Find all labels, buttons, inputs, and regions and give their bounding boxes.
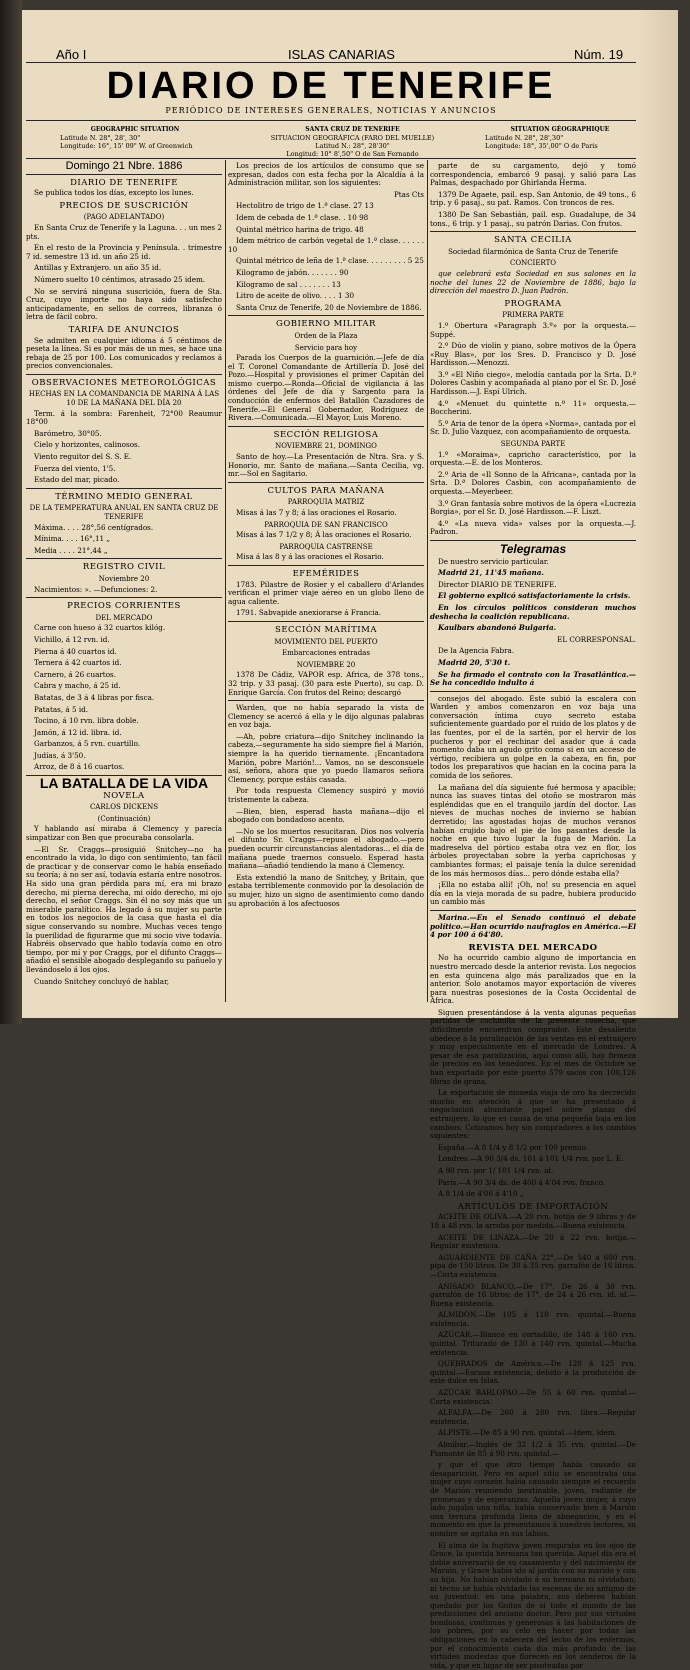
maritime-title: SECCIÓN MARÍTIMA xyxy=(275,624,377,635)
maritime-subtitle: Embarcaciones entradas xyxy=(282,649,370,658)
subscription-line: Número suelto 10 céntimos, atrasado 25 idem. xyxy=(34,274,206,284)
maritime-date: NOVIEMBRE 20 xyxy=(296,660,356,669)
price-item: Quintal métrico de leña de 1.ª clase. . . . . . . . . 5 25 xyxy=(236,256,424,266)
government-title: GOBIERNO MILITAR xyxy=(276,319,376,330)
divider xyxy=(228,482,424,483)
issue-number: Núm. 19 xyxy=(574,47,624,62)
novel-paragraph: —Ah, pobre criatura—dijo Snitchey inclinando la cabeza,—seguramente ha sido siempre fiel á Marión, siempre la ha querido tiernamente. ¡Encantadora Marión, pobre Marión!... Vamos, no se desconsuele así, señora, ahora que yo puedo llamaros señora Clemency, porque estáis casada. xyxy=(228,731,424,784)
ephemeris-title: EFEMÉRIDES xyxy=(292,568,360,579)
price-line: Carne con hueso á 32 cuartos kilóg. xyxy=(34,623,166,633)
import-item: AZÚCAR.—Blanco en cortadillo, de 148 á 160 rvn. quintal. Triturado de 130 á 140 rvn. quintal.—Mucha existencia. xyxy=(430,1330,636,1357)
religious-text: Santo de hoy.—La Presentación de Ntra. Sra. y S. Honorio, mr. Santo de mañana.—Santa Cecilia, vg. mr.—Sol en Sagitario. xyxy=(228,452,424,479)
exchange-line: París.—A 90 3/4 ds. de 400 á 4'04 rvn. franco. xyxy=(438,1177,606,1187)
novel-continuation: (Continuación) xyxy=(97,814,151,823)
telegram-line: EL CORRESPONSAL. xyxy=(557,634,636,644)
divider xyxy=(430,231,636,232)
tariff-text: Se admiten en cualquier idioma á 5 céntimos de peseta la línea. Si es por más de un mes, se hace una rebaja de 25 por 100. Los comunicados y reclamos á precios convencionales. xyxy=(26,335,222,371)
government-text: Parada los Cuerpos de la guarnición.—Jefe de día el T. Coronel Comandante de Artillería D. José del Pozo.—Hospital y provisiones el primer Capitán del mismo cuerpo.—Ronda—Oficial de vigilancia á las órdenes del Jefe de día y Sargento para la conducción de enfermos del Batallón Cazadores de Tenerife.—El General Gobernador, Rodríguez de Rivera.—Comunicada.—El Mayor, Luis Moreno. xyxy=(228,353,424,423)
program-item: 3.º «El Niño ciego», melodía cantada por la Srta. D.ª Dolores Casbin y acompañada al piano por el Sr. D. José Hardisson.—J. Espí Ulrich. xyxy=(430,369,636,397)
weather-line: Cielo y horizontes, calinosos. xyxy=(34,440,140,450)
price-item: Kilogramo de sal . . . . . . . 13 xyxy=(236,279,341,289)
price-line: Judías, á 3'50. xyxy=(34,750,86,760)
cult-text: Misas á las 7 1/2 y 8; Á las oraciones el Rosario. xyxy=(236,530,412,540)
registry-subtitle: Noviembre 20 xyxy=(98,574,150,583)
divider xyxy=(228,565,424,566)
maritime-text: 1378 De Cádiz, VAPOR esp. Africa, de 378 tons., 32 trip. y 33 pasaj. (30 para este Puerto), su cap. D. Enrique García. Con frutos del Reino; descargó xyxy=(228,670,424,697)
import-item: ALMIDÓN.—De 105 á 110 rvn. quintal.—Buena existencia. xyxy=(430,1310,636,1328)
novel-paragraph: El alma de la fugitiva joven respiraba en los ojos de Grace, la querida hermana tan querida. Aquel día era el doble aniversario de su casamiento y del nacimiento de Marión, y Grace había ido al jardín con su marido y con su hija. No habían olvidado á su hermana ni olvidaban; ni tecno se había olvidado las escenas de su antiguo de su juventud: en una palabra, sus deberes habían quedado por los Goitos de sí todo el mundo de las predicciones del anciano doctor. Pero por sus virtudes bondosas, continuas y generosas á las habitaciones de los pobres, por su celo en hacer por todas las obligaciones en la cabecera del lecho de los enfermos, por el conocimiento cada día más profundo de las virtudes modestas que florecen en los senderos de la vida, y que en lugar de ser pisoteadas por xyxy=(430,1540,636,1670)
program-item: 1.º Obertura «Paragraph 3.º» por la orquesta.—Suppé. xyxy=(430,320,636,339)
price-line: Carnero, á 26 cuartos. xyxy=(34,669,116,679)
price-line: Pierna á 40 cuartos id. xyxy=(34,646,117,656)
program-part: SEGUNDA PARTE xyxy=(500,440,566,449)
column-divider xyxy=(427,160,428,1002)
price-line: Garbanzos, á 5 rvn. cuartillo. xyxy=(34,739,141,749)
price-line: Cabra y macho, á 25 id. xyxy=(34,681,121,691)
price-item: Litro de aceite de olivo. . . . 1 30 xyxy=(236,291,355,301)
masthead-title: DIARIO DE TENERIFE xyxy=(106,65,556,107)
telegram-line: Madrid 20, 5'30 t. xyxy=(438,657,511,667)
telegram-line: Madrid 21, 11'45 mañana. xyxy=(438,568,544,578)
program-item: 2.º Aria de «Il Sonno de la Africana», cantada por la Srta. D.ª Dolores Casbin, con acompañamiento de orquesta.—Meyerbeer. xyxy=(430,469,636,496)
price-line: Batatas, de 3 á 4 libras por fisca. xyxy=(34,692,155,702)
novel-title: LA BATALLA DE LA VIDA xyxy=(39,775,209,792)
geo-center xyxy=(255,126,450,158)
import-item: ACEITE DE OLIVA.—A 20 rvn. botija de 9 libras y de 18 á 48 rvn. la arroba por medida.—Buena existencia. xyxy=(430,1212,636,1230)
telegram-line: Kaulbars abandonó Bulgaria. xyxy=(438,623,557,633)
imports-title: ARTÍCULOS DE IMPORTACIÓN xyxy=(457,1201,609,1212)
subscription-line: En Santa Cruz de Tenerife y la Laguna. . . un mes 2 pts. xyxy=(26,222,222,241)
parish-name: PARROQUIA DE SAN FRANCISCO xyxy=(264,520,388,529)
religious-title: SECCIÓN RELIGIOSA xyxy=(273,429,379,440)
divider xyxy=(430,910,636,911)
column-divider xyxy=(225,160,226,1002)
import-item: ALFALFA.—De 260 á 280 rvn. libra.—Regular existencia. xyxy=(430,1408,636,1426)
subscription-title: PRECIOS DE SUSCRICIÓN xyxy=(59,200,189,211)
weather-line: Viento reguitor del S. S. E. xyxy=(34,452,132,462)
weather-line: Term. á la sombra: Farenheit, 72°00 Reaumur 18°00 xyxy=(26,408,222,427)
novel-paragraph: consejos del abogado. Este subió la escalera con Warden y ambos comenzaron en voz baja una conversación íntima cuyo secreto estaba suficientemente guardado por el ruido de los platos y de las fuentes, por el de la sartén, por el hervir de los pucheros y por el rechinar del asador que á cada momento daba un agudo grito como si en un acceso de vértigo, recibiera un golpe en la cabeza, en fin, por todos los preparativos que hacían en la cocina para la comida de los señores. xyxy=(430,693,637,781)
price-line: Ternera á 42 cuartos id. xyxy=(34,658,122,668)
temperature-title: TÉRMINO MEDIO GENERAL xyxy=(55,491,193,502)
program-item: 4.º «Menuet du quintette n.º 11» orquesta.—Boccherini. xyxy=(430,398,636,417)
geo-left-line: Longitude: 16°, 15' 09" W. of Greenwich xyxy=(60,142,193,150)
geo-right-line: Latitude N. 28°, 28',30" xyxy=(485,134,564,142)
weather-subtitle: HECHAS EN LA COMANDANCIA DE MARINA Á LAS 10 DE LA MAÑANA DEL DÍA 20 xyxy=(28,390,220,408)
shipping-text: parte de su cargamento, dejó y tomó correspondencia, embarcó 9 pasaj. y salió para Las Palmas, despachado por Ghirlanda Herma. xyxy=(430,161,636,188)
price-item: Hectolitro de trigo de 1.ª clase. 27 13 xyxy=(236,201,374,211)
market-top-text: Marina.—En el Senado continuó el debate político.—Han ocurrido naufragios en América.—El 4 por 100 á 64'80. xyxy=(430,912,636,940)
program-item: 1.º «Moraima», capricho característico, por la orquesta.—E. de los Monteros. xyxy=(430,449,636,468)
geo-right-line: Longitude: 18°, 35',00" O de Paris xyxy=(485,142,598,150)
import-item: ALPISTE.—De 85 á 90 rvn. quintal.—Idem, idem. xyxy=(438,1428,617,1438)
temperature-line: Mínima. . . . 16°,11 „ xyxy=(34,534,111,544)
novel-paragraph: Por toda respuesta Clemency suspiró y movió tristemente la cabeza. xyxy=(228,786,424,805)
geo-center-title: SANTA CRUZ DE TENERIFE xyxy=(305,126,400,133)
telegram-line: De la Agencia Fabra. xyxy=(438,646,515,656)
intro-text: Se publica todos los días, excepto los lunes. xyxy=(34,188,194,198)
telegram-line: En los círculos políticos consideran muchos deshecha la coalición republicana. xyxy=(430,602,636,621)
market-paragraph: La exportación de moneda viaja de oro ha decrecido mucho en atención á que se ha presentado á negociación abundante papel sobre plazas del extranjero, lo que es causa de una pequeña baja en los cambios. Cotizamos hoy sin compradores á los cambios siguientes: xyxy=(430,1088,636,1141)
telegrams-title: Telegramas xyxy=(499,541,567,556)
column-2 xyxy=(228,162,424,1002)
import-item: Almíbar.—Inglés de 32 1/2 á 35 rvn. quintal.—De Piamonte de 85 á 90 rvn. quintal.— xyxy=(430,1440,636,1458)
geo-right-title: SITUATION GÉOGRAPHIQUE xyxy=(510,126,610,133)
divider xyxy=(26,174,222,175)
temperature-line: Máxima. . . . 28°,56 centígrados. xyxy=(34,522,154,532)
year-label: Año I xyxy=(56,47,87,62)
telegram-line: Se ha firmado el contrato con la Trasatlántica.—Se ha concedido indulto á xyxy=(430,669,636,688)
import-item: ANISADO BLANCO.—De 17°. De 26 á 30 rvn. garrafón de 16 litros; de 17°, de 24 á 26 rvn. id. id.—Buena existencia. xyxy=(430,1281,636,1308)
geo-left-line: Latitude N. 28°, 28', 30" xyxy=(60,134,141,142)
ship-entry: 1380 De San Sebastián, pail. esp. Guadalupe, de 34 tons., 6 trip. y 1 pasaj., su patrón Darias. Con frutos. xyxy=(430,209,636,228)
issue-date: Domingo 21 Nbre. 1886 xyxy=(65,160,183,172)
geo-center-line: Latitud N.: 28°, 28'30" xyxy=(315,142,390,150)
telegram-line: Director DIARIO DE TENERIFE. xyxy=(438,579,557,589)
novel-paragraph: Cuando Snitchey concluyó de hablar, xyxy=(34,976,170,986)
price-item: Idem de cebada de 1.ª clase. . 10 98 xyxy=(236,212,369,222)
subscription-subtitle: (PAGO ADELANTADO) xyxy=(83,213,165,222)
subscription-line: En el resto de la Provincia y Península. . trimestre 7 id. semestre 13 id. un año 25 id. xyxy=(26,243,222,261)
price-line: Arroz, de 8 á 16 cuartos. xyxy=(34,762,125,772)
concert-intro: que celebrará esta Sociedad en sus salones en la noche del lunes 22 de Noviembre de 1886, bajo la dirección del maestro D. Juan Padrón. xyxy=(430,268,636,296)
weather-line: Fuerza del viento, 1'5. xyxy=(34,463,116,473)
divider xyxy=(26,558,222,559)
page-shade xyxy=(638,10,678,1018)
divider xyxy=(228,315,424,316)
cecilia-subtitle: Sociedad filarmónica de Santa Cruz de Tenerife xyxy=(448,247,618,256)
column-1 xyxy=(26,162,222,1002)
price-line: Jamón, á 12 id. libra. id. xyxy=(34,727,122,737)
prices-subtitle: DEL MERCADO xyxy=(95,613,153,622)
geo-left xyxy=(60,126,210,150)
novel-paragraph: —Bien, bien, esperad hasta mañana—dijo el abogado con bondadoso acento. xyxy=(228,806,424,825)
novel-paragraph: La mañana del día siguiente fué hermosa y apacible; nunca las suaves tintas del otoño se mostraron más espléndidas que en el tranquilo jardín del doctor. Las nieves de muchas noches de invierno se habían derretido; las agostadas hojas de muchos veranos habían crujido bajo el pie de los pasantes desde la noche en que tuvo lugar la fuga de Marión. La madreselva del pórtico estaba otra vez en flor, los árboles proyectaban sobre la yerba caprichosas y cambiantes formas; el paisaje tenía la dulce serenidad de los más hermosos días... pero dónde estaba ella? xyxy=(430,782,636,878)
program-item: 2.º Dúo de violín y piano, sobre motivos de la Ópera «Ruy Blas», por los Sres. D. Francisco y D. José Hardisson.—Menozzi. xyxy=(430,341,636,368)
program-item: 4.º «La nueva vida» valses por la orquesta.—J. Padron. xyxy=(430,518,636,537)
government-subtitle: Orden de la Plaza xyxy=(294,331,358,340)
novel-paragraph: Y hablando así miraba á Clemency y parecía simpatizar con Ben que procuraba consolarla. xyxy=(26,824,222,843)
masthead-small: DIARIO DE TENERIFE xyxy=(70,177,178,188)
parish-name: PARROQUIA MATRIZ xyxy=(287,498,365,507)
divider xyxy=(430,540,636,541)
region-label: ISLAS CANARIAS xyxy=(288,47,395,62)
parish-name: PARROQUIA CASTRENSE xyxy=(279,542,373,551)
divider xyxy=(228,426,424,427)
geo-center-line: SITUACION GEOGRÁFICA (FARO DEL MUELLE) xyxy=(270,134,435,142)
novel-paragraph: Warden, que no había separado la vista de Clemency se acercó á ella y le dijo algunas palabras en voz baja. xyxy=(228,703,424,730)
prices-intro: Los precios de los artículos de consumo que se expresan, dados con esta fecha por la Alcaldía á la Administración militar, son los siguientes: xyxy=(228,161,424,188)
maritime-subtitle: MOVIMIENTO DEL PUERTO xyxy=(274,637,378,646)
price-item: Santa Cruz de Tenerife, 20 de Noviembre de 1886. xyxy=(236,302,422,312)
temperature-subtitle: DE LA TEMPERATURA ANUAL EN SANTA CRUZ DE TENERIFE xyxy=(29,504,219,521)
cecilia-title: SANTA CECILIA xyxy=(494,235,572,246)
subscription-line: No se servirá ninguna suscrición, fuera de Sta. Cruz, cuyo importe no haya sido satisfecho anticipadamente, en sellos de correos, libranza ó letra de fácil cobro. xyxy=(26,286,222,322)
exchange-line: Londres.—A 90 3/4 ds. 101 á 101 1/4 rvn. por L. E. xyxy=(438,1154,624,1164)
telegram-line: De nuestro servicio particular. xyxy=(438,556,549,566)
program-part: PRIMERA PARTE xyxy=(502,311,564,320)
divider xyxy=(26,488,222,489)
geo-left-title: GEOGRAPHIC SITUATION xyxy=(90,126,180,133)
cult-text: Misas á las 7 y 8; á las oraciones el Rosario. xyxy=(236,508,397,517)
temperature-line: Media . . . . 21°,44 „ xyxy=(34,545,108,555)
import-item: AGUARDIENTE DE CAÑA 22°.—De 540 á 600 rvn. pipa de 150 litros. De 30 á 35 rvn. garrafón de 16 litros.—Corta existencia. xyxy=(430,1252,636,1279)
column-3 xyxy=(430,161,637,1670)
geo-right xyxy=(485,126,635,150)
exchange-line: A 8 1/4 de 4'06 á 4'10 „ xyxy=(438,1189,524,1199)
masthead-rule xyxy=(26,120,636,121)
tariff-title: TARIFA DE ANUNCIOS xyxy=(68,324,180,335)
geo-center-line: Longitud: 10° 8',50" O de San Fernando xyxy=(286,150,419,158)
divider xyxy=(228,700,424,701)
import-item: ACEITE DE LINAZA.—De 20 á 22 rvn. botija.—Regular existencia. xyxy=(430,1232,636,1251)
novel-author: CARLOS DICKENS xyxy=(89,803,159,812)
religious-subtitle: NOVIEMBRE 21, DOMINGO xyxy=(275,442,377,451)
prices-title: PRECIOS CORRIENTES xyxy=(67,601,181,612)
weather-title: OBSERVACIONES METEOROLÓGICAS xyxy=(31,377,217,388)
exchange-line: A 90 rvn. por 1/ 101 1/4 rvn. id. xyxy=(438,1165,554,1175)
telegram-line: El gobierno explicó satisfactoriamente la crisis. xyxy=(438,591,631,601)
market-paragraph: Siguen presentándose á la venta algunas pequeñas partidas de cochinilla de la presente cosecha, que difícilmente encuentran comprador. Este desaliento obedece á la paralización de las ventas en el extranjero y muy especialmente en el mercado de Londres. A pesar de esa paralización, aquí como allí, hay firmeza de precios en los tenedores. En el mes de Octubre se han exportado por este puerto 579 sacos con 100,126 libras de grana. xyxy=(430,1007,636,1086)
ship-entry: 1379 De Agaete, pail. esp. San Antonio, de 49 tons., 6 trip. y 6 pasaj., su pat. Ramos. Con troncos de res. xyxy=(430,189,636,208)
program-item: 3.º Gran fantasía sobre motivos de la ópera «Lucrezia Borgia», por el Sr. D. José Hardisson.—F. Liszt. xyxy=(430,498,636,517)
price-item: Kilogramo de jabón. . . . . . . 90 xyxy=(236,267,349,277)
novel-paragraph: y que el que otro tiempo había causado su desaparición. Pero en aquel sitio se encontraba una mujer cuyo corazón había causado siempre el recuerdo de Marión reuniendo inextinable, joven, radiante de promesas y de esperanzas. Aquella joven mujer, á cuyo lado jugaba una niña, había conservado bien á Marión una ternura profunda llena de abnegación, y en el momento en que la presentamos á nuestros lectores, su nombre se agitaba en sus labios. xyxy=(430,1460,636,1538)
concert-title: CONCIERTO xyxy=(509,259,556,268)
novel-paragraph: —El Sr. Craggs—prosiguió Snitchey—no ha encontrado la vida, lo digo con sentimiento, tan fácil de practicar y de conservar como le había enseñado su teoría; á no ser así, todavía estaría entre nosotros. Ha sido una gran pérdida para mí, era mi brazo derecho, mi pierna derecha, mi oído derecho, mi ojo derecho, el señor Craggs. Sin él no soy más que un miserable paralítico. Ha legado á su mujer su parte en todos los negocios de la casa que hasta el día sigue conservando su nombre. Muchas veces tengo la puerilidad de figurarme que mi socio vive todavía. Habréis observado que hablo todavía como en otro tiempo, por mí y por Craggs, por el difunto Craggs—añadió el sensible abogado desplegando su pañuelo y llevándoselo á los ojos. xyxy=(26,844,222,974)
header-bottom-rule xyxy=(26,158,636,159)
exchange-line: España.—A 8 1/4 y 8 1/2 por 100 premio. xyxy=(438,1142,588,1152)
subscription-line: Antillas y Extranjero. un año 35 id. xyxy=(34,263,162,273)
ephemeris-text: 1791. Sabvapide anexiorarse á Francia. xyxy=(236,608,382,618)
divider xyxy=(26,597,222,598)
price-line: Tocino, á 10 rvn. libra doble. xyxy=(34,716,139,726)
novel-paragraph: ¡Ella no estaba allí! ¡Oh, no! su presencia en aquel día en la vieja morada de su padre, hubiera producido un cambio más xyxy=(430,880,636,907)
divider xyxy=(228,621,424,622)
masthead-subtitle: PERIÓDICO DE INTERESES GENERALES, NOTICIAS Y ANUNCIOS xyxy=(165,106,497,115)
government-subtitle: Servicio para hoy xyxy=(294,343,358,352)
price-header: Ptas Cts xyxy=(393,189,424,199)
price-item: Idem métrico de carbón vegetal de 1.ª clase. . . . . . 10 xyxy=(228,236,424,254)
top-rule xyxy=(26,62,636,63)
market-review-title: REVISTA DEL MERCADO xyxy=(468,942,598,953)
novel-paragraph: Esta extendió la mano de Snitchey, y Britain, que estaba terriblemente conmovido por la desolación de su mujer, hizo un signo de asentimiento como dando su aprobación á los afectuosos xyxy=(228,872,424,908)
price-line: Patatas, á 5 id. xyxy=(34,704,89,714)
book-spine xyxy=(0,0,22,1024)
price-item: Quintal métrico harina de trigo. 48 xyxy=(236,224,364,234)
weather-line: Estado del mar, picado. xyxy=(34,475,120,485)
novel-subtitle: NOVELA xyxy=(103,790,145,801)
ephemeris-text: 1783. Pilastre de Rosier y el caballero d'Arlandes verifican el primer viaje aéreo en un globo lleno de agua caliente. xyxy=(228,579,424,606)
market-paragraph: No ha ocurrido cambio alguno de importancia en nuestro mercado desde la anterior revista. Los negocios en esta quincena algo más paralizados que en la anterior. Solo anotamos mayor exportación de víveres para nuestras posesiones de la Costa Occidental de África. xyxy=(430,953,636,1006)
registry-title: REGISTRO CIVIL xyxy=(82,562,166,573)
price-line: Vichillo, á 12 rvn. id. xyxy=(34,634,110,644)
import-item: QUEBRADOS de América.—De 120 á 125 rvn. quintal.—Escasa existencia, debido á la producción de este dulce en Islas. xyxy=(430,1359,636,1386)
novel-paragraph: —No se los muertos resucitaran. Dios nos volvería el difunto Sr. Craggs—repuso el abogado.—pero pueden ocurrir circunstancias alentadoras... el día de mañana puede traernos consuelo. Esperad hasta mañana—añadió tendiendo la mano á Clemency. xyxy=(228,826,424,871)
registry-text: Nacimientos: ». —Defunciones: 2. xyxy=(34,584,158,594)
program-item: 5.º Aria de tenor de la ópera «Norma», cantada por el Sr. D. Julio Vazquez, con acompañamiento de orquesta. xyxy=(430,418,636,437)
cult-text: Misa á las 8 y á las oraciones el Rosario. xyxy=(236,552,384,562)
weather-line: Barómetro, 30°05. xyxy=(34,428,102,438)
divider xyxy=(430,691,636,692)
program-title: PROGRAMA xyxy=(504,298,562,309)
divider xyxy=(26,374,222,375)
import-item: AZÚCAR BARLOPAO.—De 55 á 60 rvn. quintal.—Corta existencia. xyxy=(430,1388,636,1406)
cults-title: CULTOS PARA MAÑANA xyxy=(267,485,385,496)
